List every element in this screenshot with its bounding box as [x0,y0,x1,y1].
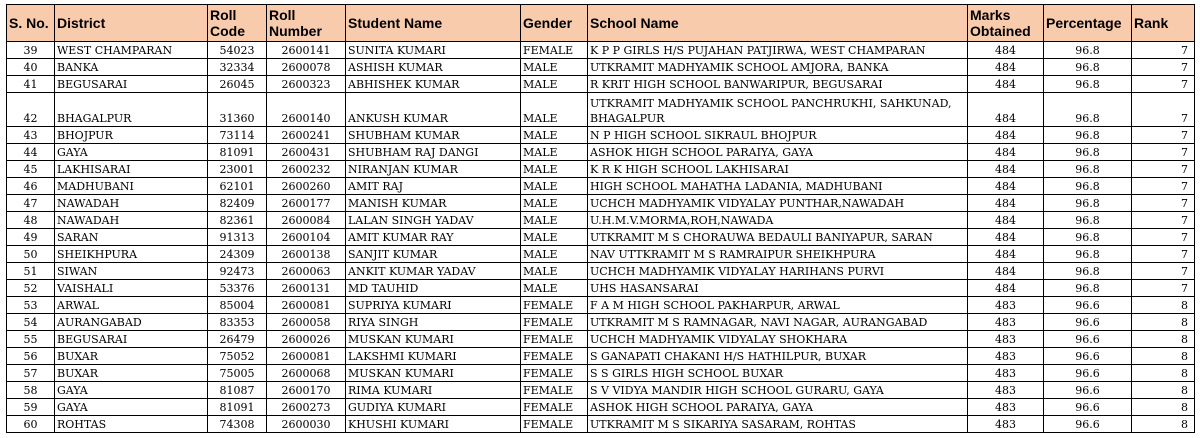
cell-rank: 7 [1132,246,1195,263]
header-percentage: Percentage [1044,5,1132,42]
cell-school-name: UCHCH MADHYAMIK VIDYALAY PUNTHAR,NAWADAH [588,195,968,212]
cell-s-no: 57 [7,365,55,382]
cell-roll-number: 2600081 [267,297,346,314]
cell-s-no: 59 [7,399,55,416]
cell-percentage: 96.8 [1044,76,1132,93]
cell-school-name: UTKRAMIT M S RAMNAGAR, NAVI NAGAR, AURANGABAD [588,314,968,331]
cell-rank: 7 [1132,178,1195,195]
cell-marks-obtained: 484 [968,161,1044,178]
cell-roll-number: 2600170 [267,382,346,399]
cell-student-name: NIRANJAN KUMAR [346,161,521,178]
cell-percentage: 96.8 [1044,229,1132,246]
cell-s-no: 51 [7,263,55,280]
table-row [7,76,1195,93]
cell-roll-code: 91313 [208,229,267,246]
cell-s-no: 46 [7,178,55,195]
cell-student-name: LALAN SINGH YADAV [346,212,521,229]
header-school-name: School Name [588,5,968,42]
cell-s-no: 58 [7,382,55,399]
cell-marks-obtained: 484 [968,280,1044,297]
cell-percentage: 96.8 [1044,93,1132,127]
cell-rank: 7 [1132,229,1195,246]
cell-school-name: UTKRAMIT M S SIKARIYA SASARAM, ROHTAS [588,416,968,433]
cell-roll-number: 2600026 [267,331,346,348]
cell-student-name: MUSKAN KUMARI [346,365,521,382]
cell-s-no: 49 [7,229,55,246]
table-row [7,331,1195,348]
cell-student-name: AMIT RAJ [346,178,521,195]
cell-percentage: 96.6 [1044,365,1132,382]
cell-student-name: KHUSHI KUMARI [346,416,521,433]
cell-percentage: 96.8 [1044,144,1132,161]
cell-s-no: 42 [7,93,55,127]
cell-student-name: LAKSHMI KUMARI [346,348,521,365]
header-row [7,5,1195,42]
cell-rank: 7 [1132,93,1195,127]
cell-gender: FEMALE [521,348,588,365]
cell-marks-obtained: 483 [968,416,1044,433]
cell-s-no: 44 [7,144,55,161]
table-row [7,127,1195,144]
cell-district: ROHTAS [55,416,208,433]
cell-marks-obtained: 484 [968,229,1044,246]
header-s-no: S. No. [7,5,55,42]
cell-gender: FEMALE [521,331,588,348]
cell-gender: MALE [521,161,588,178]
cell-school-name: ASHOK HIGH SCHOOL PARAIYA, GAYA [588,144,968,161]
header-gender: Gender [521,5,588,42]
cell-roll-number: 2600431 [267,144,346,161]
cell-rank: 7 [1132,280,1195,297]
cell-student-name: RIYA SINGH [346,314,521,331]
cell-student-name: ANKUSH KUMAR [346,93,521,127]
table-row [7,161,1195,178]
cell-percentage: 96.6 [1044,297,1132,314]
cell-student-name: SUNITA KUMARI [346,42,521,59]
cell-marks-obtained: 483 [968,314,1044,331]
cell-roll-number: 2600141 [267,42,346,59]
cell-roll-code: 62101 [208,178,267,195]
cell-percentage: 96.8 [1044,263,1132,280]
cell-roll-code: 74308 [208,416,267,433]
cell-roll-code: 53376 [208,280,267,297]
cell-student-name: AMIT KUMAR RAY [346,229,521,246]
cell-school-name: UCHCH MADHYAMIK VIDYALAY SHOKHARA [588,331,968,348]
cell-roll-code: 83353 [208,314,267,331]
cell-s-no: 55 [7,331,55,348]
cell-school-name: N P HIGH SCHOOL SIKRAUL BHOJPUR [588,127,968,144]
cell-rank: 7 [1132,144,1195,161]
cell-rank: 8 [1132,399,1195,416]
cell-gender: FEMALE [521,297,588,314]
cell-school-name: UCHCH MADHYAMIK VIDYALAY HARIHANS PURVI [588,263,968,280]
cell-roll-number: 2600138 [267,246,346,263]
cell-district: BHAGALPUR [55,93,208,127]
table-row [7,382,1195,399]
cell-rank: 8 [1132,297,1195,314]
cell-roll-code: 81091 [208,399,267,416]
table-row [7,246,1195,263]
cell-district: BANKA [55,59,208,76]
table-row [7,399,1195,416]
cell-district: GAYA [55,382,208,399]
table-row [7,93,1195,127]
table-row [7,348,1195,365]
cell-gender: MALE [521,229,588,246]
cell-roll-code: 82409 [208,195,267,212]
cell-rank: 7 [1132,161,1195,178]
cell-roll-number: 2600232 [267,161,346,178]
cell-district: BUXAR [55,348,208,365]
header-rank: Rank [1132,5,1195,42]
cell-marks-obtained: 484 [968,178,1044,195]
cell-gender: MALE [521,263,588,280]
cell-percentage: 96.6 [1044,416,1132,433]
cell-roll-code: 32334 [208,59,267,76]
cell-percentage: 96.8 [1044,178,1132,195]
cell-roll-number: 2600058 [267,314,346,331]
cell-school-name: S GANAPATI CHAKANI H/S HATHILPUR, BUXAR [588,348,968,365]
cell-student-name: GUDIYA KUMARI [346,399,521,416]
cell-roll-number: 2600323 [267,76,346,93]
cell-district: BEGUSARAI [55,76,208,93]
cell-district: AURANGABAD [55,314,208,331]
results-table-wrapper [6,4,1195,433]
cell-student-name: SHUBHAM RAJ DANGI [346,144,521,161]
cell-s-no: 47 [7,195,55,212]
cell-gender: FEMALE [521,314,588,331]
cell-gender: MALE [521,93,588,127]
cell-district: NAWADAH [55,195,208,212]
cell-roll-code: 92473 [208,263,267,280]
cell-s-no: 53 [7,297,55,314]
cell-school-name: UTKRAMIT M S CHORAUWA BEDAULI BANIYAPUR, SARAN [588,229,968,246]
table-row [7,59,1195,76]
cell-percentage: 96.8 [1044,246,1132,263]
cell-school-name: K P P GIRLS H/S PUJAHAN PATJIRWA, WEST CHAMPARAN [588,42,968,59]
cell-roll-number: 2600068 [267,365,346,382]
cell-district: SIWAN [55,263,208,280]
cell-district: SHEIKHPURA [55,246,208,263]
cell-marks-obtained: 483 [968,365,1044,382]
cell-rank: 8 [1132,382,1195,399]
cell-marks-obtained: 483 [968,399,1044,416]
cell-s-no: 45 [7,161,55,178]
cell-s-no: 48 [7,212,55,229]
cell-gender: MALE [521,76,588,93]
cell-gender: MALE [521,246,588,263]
cell-marks-obtained: 484 [968,144,1044,161]
cell-rank: 7 [1132,127,1195,144]
cell-school-name: UHS HASANSARAI [588,280,968,297]
cell-marks-obtained: 483 [968,331,1044,348]
cell-school-name: K R K HIGH SCHOOL LAKHISARAI [588,161,968,178]
cell-percentage: 96.6 [1044,331,1132,348]
cell-percentage: 96.8 [1044,280,1132,297]
cell-school-name: HIGH SCHOOL MAHATHA LADANIA, MADHUBANI [588,178,968,195]
cell-s-no: 39 [7,42,55,59]
cell-rank: 7 [1132,263,1195,280]
header-marks-obtained: Marks Obtained [968,5,1044,42]
cell-s-no: 50 [7,246,55,263]
cell-school-name: ASHOK HIGH SCHOOL PARAIYA, GAYA [588,399,968,416]
cell-school-name: R KRIT HIGH SCHOOL BANWARIPUR, BEGUSARAI [588,76,968,93]
table-row [7,314,1195,331]
header-student-name: Student Name [346,5,521,42]
cell-rank: 8 [1132,365,1195,382]
cell-s-no: 40 [7,59,55,76]
cell-rank: 7 [1132,59,1195,76]
cell-roll-number: 2600131 [267,280,346,297]
table-row [7,144,1195,161]
cell-marks-obtained: 484 [968,59,1044,76]
cell-student-name: ASHISH KUMAR [346,59,521,76]
cell-percentage: 96.8 [1044,195,1132,212]
table-row [7,42,1195,59]
cell-s-no: 54 [7,314,55,331]
results-table [6,4,1195,433]
cell-percentage: 96.6 [1044,399,1132,416]
cell-district: ARWAL [55,297,208,314]
cell-roll-number: 2600177 [267,195,346,212]
cell-gender: MALE [521,178,588,195]
cell-district: NAWADAH [55,212,208,229]
cell-rank: 7 [1132,212,1195,229]
cell-gender: FEMALE [521,382,588,399]
cell-school-name: NAV UTTKRAMIT M S RAMRAIPUR SHEIKHPURA [588,246,968,263]
cell-s-no: 43 [7,127,55,144]
table-row [7,195,1195,212]
cell-roll-code: 26479 [208,331,267,348]
cell-percentage: 96.8 [1044,212,1132,229]
cell-district: BUXAR [55,365,208,382]
cell-student-name: RIMA KUMARI [346,382,521,399]
cell-district: GAYA [55,144,208,161]
cell-school-name: F A M HIGH SCHOOL PAKHARPUR, ARWAL [588,297,968,314]
cell-roll-number: 2600078 [267,59,346,76]
cell-marks-obtained: 484 [968,127,1044,144]
table-row [7,297,1195,314]
cell-student-name: MUSKAN KUMARI [346,331,521,348]
cell-district: SARAN [55,229,208,246]
cell-gender: MALE [521,127,588,144]
cell-gender: FEMALE [521,399,588,416]
cell-roll-code: 31360 [208,93,267,127]
header-roll-code: Roll Code [208,5,267,42]
cell-roll-code: 85004 [208,297,267,314]
cell-percentage: 96.6 [1044,348,1132,365]
cell-roll-number: 2600140 [267,93,346,127]
cell-roll-code: 81087 [208,382,267,399]
cell-student-name: SUPRIYA KUMARI [346,297,521,314]
cell-marks-obtained: 483 [968,348,1044,365]
header-district: District [55,5,208,42]
cell-gender: FEMALE [521,416,588,433]
cell-s-no: 52 [7,280,55,297]
cell-roll-number: 2600081 [267,348,346,365]
cell-roll-code: 75052 [208,348,267,365]
header-roll-number: Roll Number [267,5,346,42]
cell-marks-obtained: 484 [968,263,1044,280]
table-row [7,263,1195,280]
cell-district: MADHUBANI [55,178,208,195]
cell-gender: MALE [521,144,588,161]
cell-student-name: SHUBHAM KUMAR [346,127,521,144]
cell-roll-code: 26045 [208,76,267,93]
cell-marks-obtained: 483 [968,297,1044,314]
cell-student-name: MANISH KUMAR [346,195,521,212]
cell-percentage: 96.8 [1044,161,1132,178]
cell-gender: MALE [521,280,588,297]
cell-roll-code: 73114 [208,127,267,144]
cell-student-name: SANJIT KUMAR [346,246,521,263]
cell-district: BHOJPUR [55,127,208,144]
cell-rank: 8 [1132,314,1195,331]
cell-roll-number: 2600030 [267,416,346,433]
cell-rank: 7 [1132,76,1195,93]
cell-s-no: 41 [7,76,55,93]
cell-percentage: 96.6 [1044,382,1132,399]
cell-roll-code: 24309 [208,246,267,263]
cell-rank: 8 [1132,331,1195,348]
cell-district: BEGUSARAI [55,331,208,348]
cell-roll-code: 82361 [208,212,267,229]
cell-school-name: UTKRAMIT MADHYAMIK SCHOOL AMJORA, BANKA [588,59,968,76]
cell-roll-number: 2600241 [267,127,346,144]
cell-gender: FEMALE [521,42,588,59]
table-row [7,280,1195,297]
cell-marks-obtained: 484 [968,42,1044,59]
cell-s-no: 56 [7,348,55,365]
cell-school-name: UTKRAMIT MADHYAMIK SCHOOL PANCHRUKHI, SAHKUNAD, BHAGALPUR [588,93,968,127]
cell-marks-obtained: 483 [968,382,1044,399]
cell-s-no: 60 [7,416,55,433]
cell-roll-number: 2600063 [267,263,346,280]
cell-roll-number: 2600260 [267,178,346,195]
cell-percentage: 96.8 [1044,59,1132,76]
cell-percentage: 96.8 [1044,127,1132,144]
cell-percentage: 96.8 [1044,42,1132,59]
cell-district: WEST CHAMPARAN [55,42,208,59]
table-body [7,42,1195,433]
cell-rank: 8 [1132,416,1195,433]
cell-roll-number: 2600273 [267,399,346,416]
cell-marks-obtained: 484 [968,195,1044,212]
cell-roll-code: 81091 [208,144,267,161]
cell-marks-obtained: 484 [968,93,1044,127]
cell-marks-obtained: 484 [968,76,1044,93]
cell-roll-code: 75005 [208,365,267,382]
cell-roll-code: 54023 [208,42,267,59]
cell-roll-number: 2600104 [267,229,346,246]
cell-marks-obtained: 484 [968,212,1044,229]
cell-district: GAYA [55,399,208,416]
cell-gender: FEMALE [521,365,588,382]
table-row [7,416,1195,433]
cell-rank: 7 [1132,195,1195,212]
cell-roll-code: 23001 [208,161,267,178]
cell-district: LAKHISARAI [55,161,208,178]
cell-student-name: MD TAUHID [346,280,521,297]
cell-student-name: ANKIT KUMAR YADAV [346,263,521,280]
cell-district: VAISHALI [55,280,208,297]
table-row [7,229,1195,246]
cell-percentage: 96.6 [1044,314,1132,331]
cell-school-name: U.H.M.V.MORMA,ROH,NAWADA [588,212,968,229]
cell-gender: MALE [521,212,588,229]
table-row [7,365,1195,382]
cell-marks-obtained: 484 [968,246,1044,263]
cell-school-name: S V VIDYA MANDIR HIGH SCHOOL GURARU, GAYA [588,382,968,399]
cell-student-name: ABHISHEK KUMAR [346,76,521,93]
table-row [7,212,1195,229]
cell-school-name: S S GIRLS HIGH SCHOOL BUXAR [588,365,968,382]
cell-gender: MALE [521,195,588,212]
cell-gender: MALE [521,59,588,76]
cell-rank: 8 [1132,348,1195,365]
cell-rank: 7 [1132,42,1195,59]
table-row [7,178,1195,195]
cell-roll-number: 2600084 [267,212,346,229]
